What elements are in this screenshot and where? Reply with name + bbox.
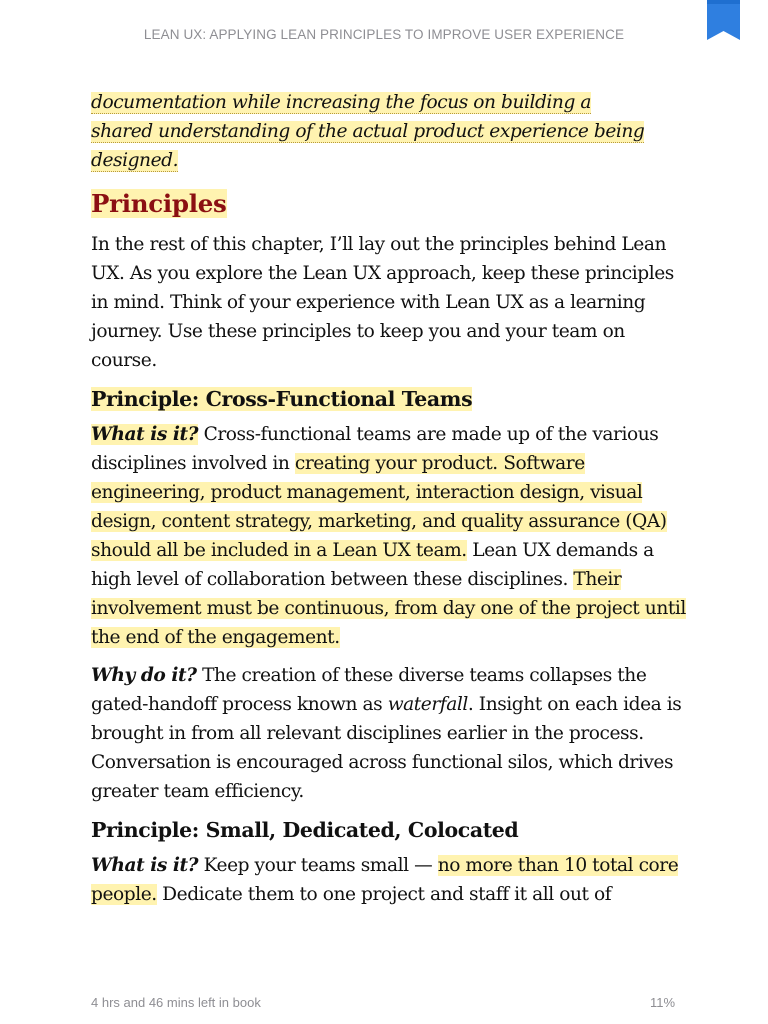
highlighted-text[interactable]: Their involvement must be continuous, from day one of the project until the end of the engagement. — [91, 569, 686, 648]
highlighted-heading[interactable]: Principle: Cross-Functional Teams — [91, 387, 473, 411]
highlighted-text[interactable]: designed. — [91, 150, 179, 171]
lead-paragraph — [91, 88, 691, 175]
time-left-label: 4 hrs and 46 mins left in book — [91, 995, 261, 1010]
paragraph-text: The creation of these diverse teams collapses the gated-handoff process known as — [91, 665, 647, 715]
page-content — [91, 88, 691, 909]
progress-percent: 11% — [650, 995, 676, 1010]
paragraph-text: Keep your teams small — — [198, 855, 438, 876]
bookmark-icon[interactable] — [707, 0, 740, 42]
why-do-it-label: Why do it? — [91, 665, 197, 686]
paragraph-text: Lean UX demands a high level of collaboration between these disciplines. — [91, 540, 654, 590]
paragraph-text: . Insight on each idea is brought in from all relevant disciplines earlier in the process. Conversation is encouraged across functional silos, which drives greater team efficiency. — [91, 694, 682, 802]
what-is-it-paragraph — [91, 420, 691, 652]
highlighted-text[interactable]: shared understanding of the actual product experience being — [91, 121, 645, 142]
what-is-it-paragraph — [91, 851, 691, 909]
highlighted-text[interactable]: no more than 10 total core people. — [91, 855, 679, 905]
running-title: LEAN UX: APPLYING LEAN PRINCIPLES TO IMPROVE USER EXPERIENCE — [143, 27, 625, 42]
section-heading — [91, 187, 691, 221]
paragraph-text: Cross-functional teams are made up of the various disciplines involved in — [91, 424, 659, 474]
what-is-it-label[interactable]: What is it? — [91, 424, 199, 445]
highlighted-text[interactable]: creating your product. Software engineering, product management, interaction design, visual design, content strategy, marketing, and quality assurance (QA) should all be included in a Lean UX team. — [91, 453, 667, 561]
italic-term: waterfall — [387, 694, 468, 715]
highlighted-heading[interactable]: Principles — [91, 189, 227, 218]
paragraph-text: Dedicate them to one project and staff it all out of — [156, 884, 612, 905]
intro-paragraph: In the rest of this chapter, I’ll lay out the principles behind Lean UX. As you explore the Lean UX approach, keep these principles in mind. Think of your experience with Lean UX as a learning journey. Use these principles to keep you and your team on course. — [91, 234, 674, 371]
principle-heading-cross-functional — [91, 384, 691, 414]
highlighted-text[interactable]: documentation while increasing the focus on building a — [91, 92, 591, 113]
why-do-it-paragraph — [91, 661, 691, 806]
principle-heading-small-dedicated: Principle: Small, Dedicated, Colocated — [91, 818, 519, 842]
what-is-it-label: What is it? — [91, 855, 199, 876]
